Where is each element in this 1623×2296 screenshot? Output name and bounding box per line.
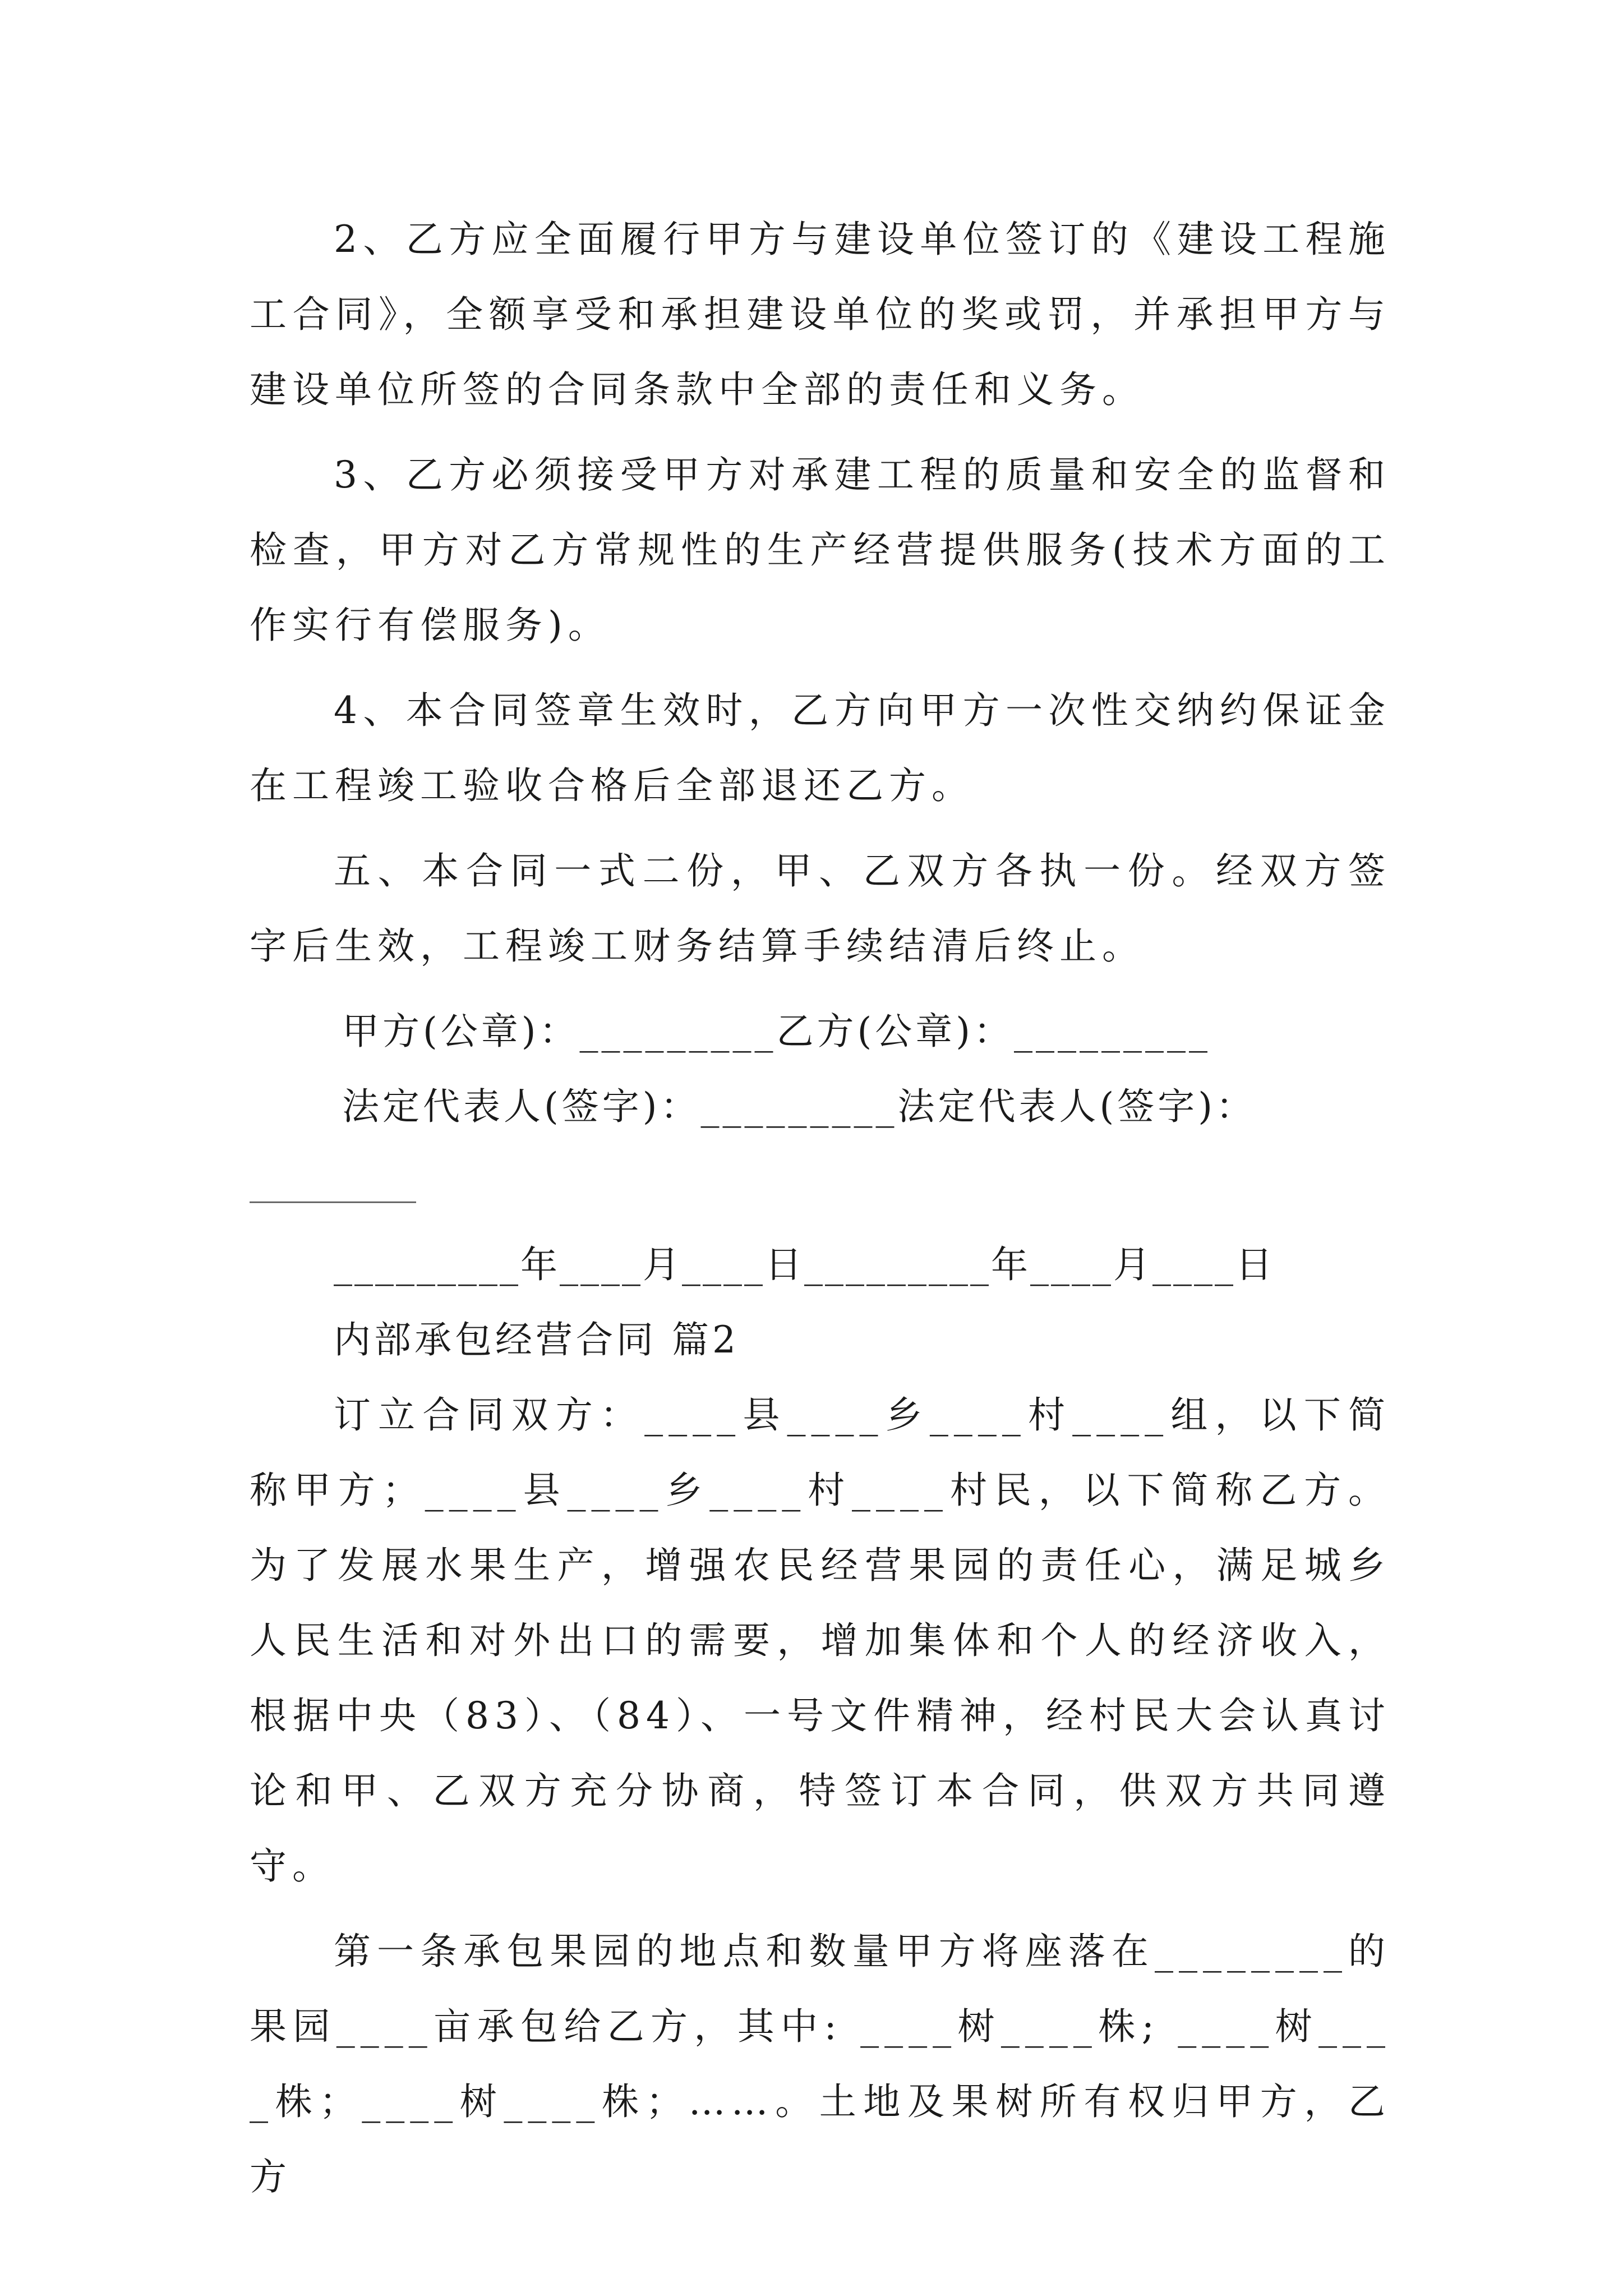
article-5: 五、本合同一式二份，甲、乙双方各执一份。经双方签字后生效，工程竣工财务结算手续结清后终止。: [250, 849, 1391, 968]
section2-article-1: 第一条承包果园的地点和数量甲方将座落在________的果园____亩承包给乙方，其中: ____树____株; ____树____株；____树____株；……。土地及果树所有权归甲方，乙方: [250, 1930, 1391, 2198]
signature-blank-continuation: _________: [250, 1160, 416, 1203]
section2-intro: 订立合同双方：____县____乡____村____组，以下简称甲方；____县____乡____村____村民，以下简称乙方。为了发展水果生产，增强农民经营果园的责任心，满足城乡人民生活和对外出口的需要，增加集体和个人的经济收入，根据中央（83）、（84）、一号文件精神，经村民大会认真讨论和甲、乙双方充分协商，特签订本合同，供双方共同遵守。: [250, 1393, 1391, 1888]
clause-3: 3、乙方必须接受甲方对承建工程的质量和安全的监督和检查，甲方对乙方常规性的生产经营提供服务(技术方面的工作实行有偿服务)。: [250, 453, 1391, 647]
document-page: [250, 202, 1391, 2215]
date-line: _________年____月____日_________年____月____日: [334, 1243, 1275, 1286]
seal-signature-line: 甲方(公章)：_________乙方(公章)：_________: [342, 1010, 1211, 1053]
clause-2: 2、乙方应全面履行甲方与建设单位签订的《建设工程施工合同》，全额享受和承担建设单位的奖或罚，并承担甲方与建设单位所签的合同条款中全部的责任和义务。: [250, 218, 1391, 411]
legal-rep-signature-line: 法定代表人(签字)：_________法定代表人(签字)：: [342, 1085, 1256, 1128]
section-heading: 内部承包经营合同 篇2: [334, 1318, 739, 1361]
clause-4: 4、本合同签章生效时，乙方向甲方一次性交纳约保证金在工程竣工验收合格后全部退还乙方。: [250, 689, 1391, 807]
